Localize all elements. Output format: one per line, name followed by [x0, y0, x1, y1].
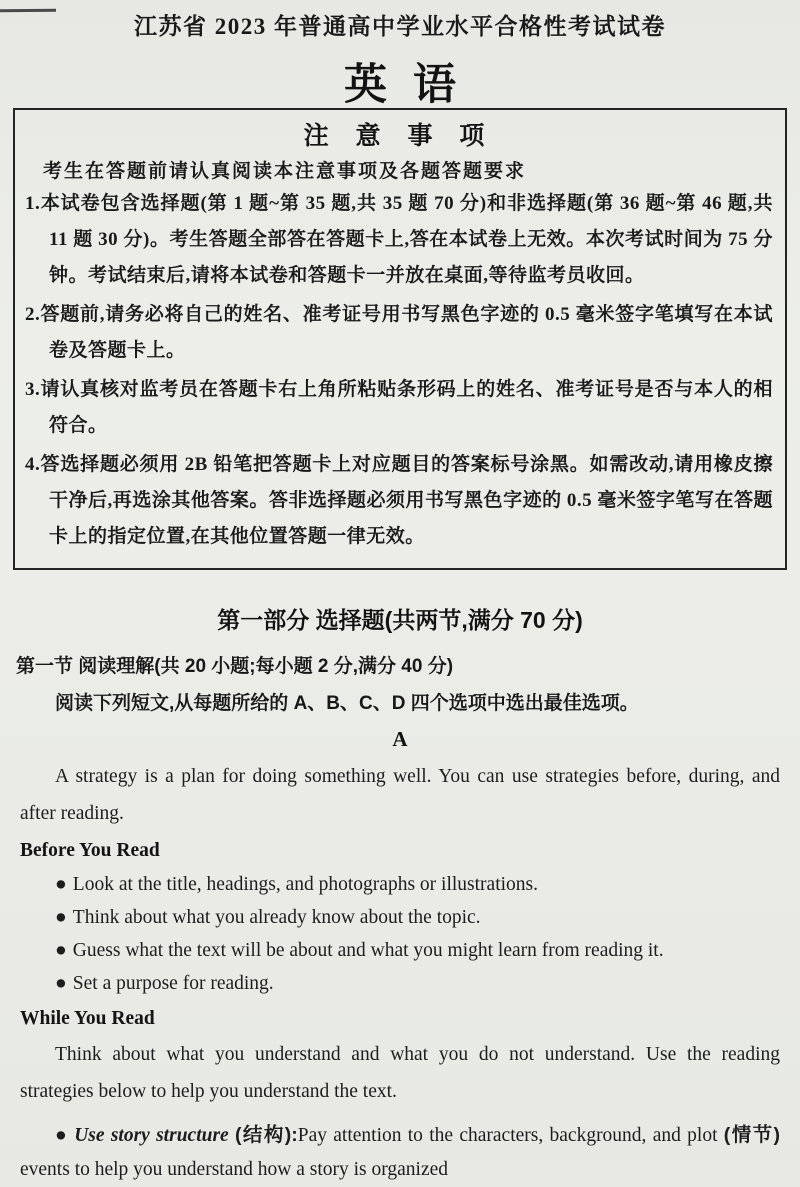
story-structure-term: Use story structure	[74, 1125, 229, 1146]
part1-heading: 第一部分 选择题(共两节,满分 70 分)	[217, 607, 583, 633]
list-item-text: Guess what the text will be about and what you might learn from reading it.	[72, 940, 664, 961]
instruction-prefix: 阅读下列短文,从每题所给的	[55, 693, 294, 714]
list-item	[20, 868, 780, 901]
notice-item-4	[25, 447, 773, 555]
notice-subtitle: 考生在答题前请认真阅读本注意事项及各题答题要求	[43, 161, 527, 182]
scan-artifact-line	[0, 9, 56, 13]
while-you-read-heading: While You Read	[20, 1008, 155, 1029]
passage-intro-paragraph: A strategy is a plan for doing something well. You can use strategies before, during, and after reading.	[20, 766, 780, 824]
list-item-text: Set a purpose for reading.	[72, 973, 274, 994]
notice-item-number: 1.	[25, 193, 41, 214]
story-bullet-mid: Pay attention to the characters, background, and plot	[297, 1125, 718, 1146]
while-you-read-paragraph: Think about what you understand and what you do not understand. Use the reading strategies below to help you understand the text.	[20, 1044, 780, 1102]
list-item	[20, 934, 780, 967]
subject-title: 英语	[344, 61, 482, 109]
before-you-read-heading: Before You Read	[20, 840, 160, 861]
notice-item-text: 答选择题必须用 2B 铅笔把答题卡上对应题目的答案标号涂黑。如需改动,请用橡皮擦干净后,再选涂其他答案。答非选择题必须用书写黑色字迹的 0.5 毫米签字笔写在答题卡上的指定位置,在其他位置答题一律无效。	[40, 454, 773, 547]
paper-title: 江苏省 2023 年普通高中学业水平合格性考试试卷	[134, 14, 666, 39]
notice-item-2	[25, 297, 773, 369]
before-you-read-list	[20, 868, 780, 1000]
notice-item-number: 4.	[25, 454, 41, 475]
notice-item-number: 2.	[25, 304, 41, 325]
notice-item-text: 答题前,请务必将自己的姓名、准考证号用书写黑色字迹的 0.5 毫米签字笔填写在本试卷及答题卡上。	[40, 304, 773, 361]
bullet-icon: ●	[55, 1125, 69, 1146]
notice-title: 注 意 事 项	[303, 122, 495, 150]
notice-item-number: 3.	[25, 379, 41, 400]
section1-heading: 第一节 阅读理解(共 20 小题;每小题 2 分,满分 40 分)	[16, 656, 454, 677]
notice-item-3	[25, 372, 773, 444]
story-structure-bullet	[20, 1118, 780, 1187]
instruction-suffix: 四个选项中选出最佳选项。	[405, 693, 639, 714]
list-item-text: Think about what you already know about the topic.	[72, 907, 481, 928]
instruction-options: A、B、C、D	[293, 693, 406, 714]
notice-item-1	[25, 186, 773, 294]
bullet-icon: ●	[55, 973, 67, 994]
list-item	[20, 901, 780, 934]
bullet-icon: ●	[55, 907, 67, 928]
structure-cn-label: (结构):	[235, 1124, 298, 1146]
notice-item-text: 本试卷包含选择题(第 1 题~第 35 题,共 35 题 70 分)和非选择题(第 36 题~第 46 题,共 11 题 30 分)。考生答题全部答在答题卡上,答在本试卷上无效。本次考试时间为 75 分钟。考试结束后,请将本试卷和答题卡一并放在桌面,等待监考员收回。	[40, 193, 773, 286]
passage-a-label: A	[392, 727, 408, 751]
list-item-text: Look at the title, headings, and photographs or illustrations.	[72, 874, 538, 895]
bullet-icon: ●	[55, 874, 67, 895]
section1-instruction	[20, 688, 780, 715]
notice-item-text: 请认真核对监考员在答题卡右上角所粘贴条形码上的姓名、准考证号是否与本人的相符合。	[40, 379, 773, 436]
story-bullet-tail: events to help you understand how a story is organized	[20, 1159, 449, 1180]
bullet-icon: ●	[55, 940, 67, 961]
list-item	[20, 967, 780, 1000]
plot-cn-label: (情节)	[723, 1124, 781, 1146]
notice-box	[13, 108, 787, 570]
